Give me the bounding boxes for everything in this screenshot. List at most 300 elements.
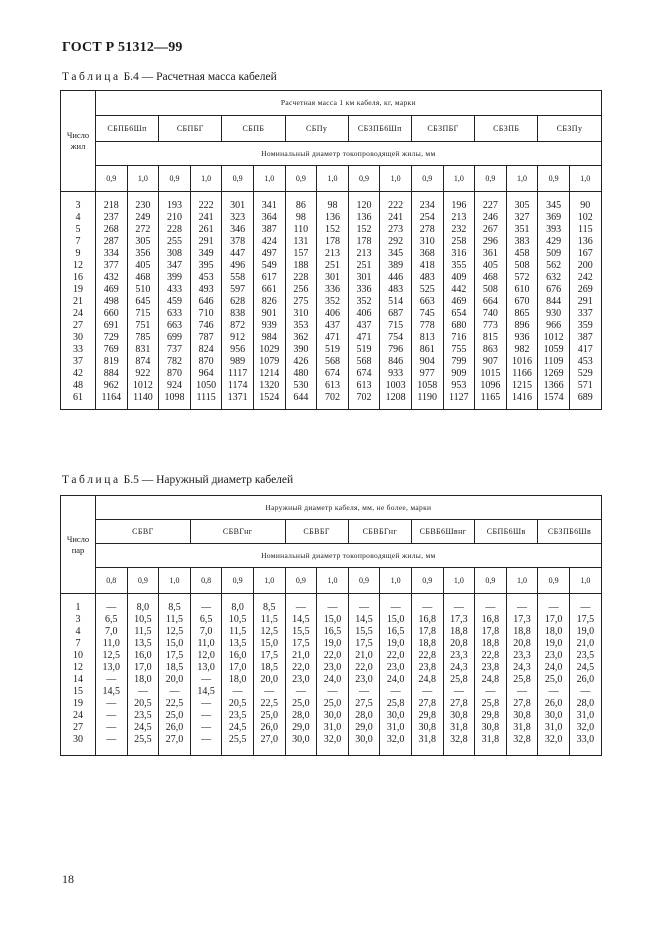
table5-value-cell: 17,5 [165, 650, 184, 661]
table5-value-cell: — [517, 602, 528, 613]
table5-value-cell: — [453, 602, 464, 613]
table5-value-cell: 18,5 [260, 662, 279, 673]
table4-value-cell: 496 [230, 260, 246, 271]
table4-value-cell: 870 [166, 368, 182, 379]
table4-value-cell: 356 [135, 248, 151, 259]
table4-value-cell: 1098 [164, 392, 185, 403]
table4-value-cell: 255 [166, 236, 182, 247]
table4-value-cell: 368 [419, 248, 435, 259]
table4-value-cell: 272 [135, 224, 151, 235]
table5-value-cell: — [485, 686, 496, 697]
table5-value-cell: 17,0 [134, 662, 152, 673]
table5-value-cell: 28,0 [355, 710, 373, 721]
table5-value-cell: — [232, 686, 243, 697]
table4-diameter-5: 0,9 [222, 166, 254, 192]
table4-value-cell: 1574 [543, 392, 564, 403]
table5-value-cell: 18,8 [481, 638, 500, 649]
table4-value-column-11 [411, 195, 443, 409]
table4-value-cell: 687 [388, 308, 404, 319]
table5-value-cell: 17,3 [513, 614, 531, 625]
table4-value-cell: 110 [293, 224, 309, 235]
table5-value-cell: 20,5 [134, 698, 152, 709]
table4-value-cell: 405 [482, 260, 498, 271]
table5-value-cell: 17,5 [260, 650, 279, 661]
table4-value-cell: 1524 [259, 392, 280, 403]
table4-value-cell: 471 [324, 332, 340, 343]
table4-value-cell: 1166 [512, 368, 532, 379]
table4-value-cell: 729 [103, 332, 119, 343]
table4-value-cell: 514 [388, 296, 404, 307]
table4-value-cell: 773 [482, 320, 498, 331]
table4-value-cell: 377 [103, 260, 119, 271]
table5-value-cell: 11,0 [197, 638, 215, 649]
table4-value-cell: 1140 [133, 392, 153, 403]
table5-value-column-10 [380, 597, 412, 755]
table5-value-cell: 22,5 [165, 698, 184, 709]
table5-value-cell: 14,5 [197, 686, 215, 697]
table4-value-cell: 613 [356, 380, 372, 391]
table5-value-cell: — [517, 686, 528, 697]
table4-value-cell: 966 [546, 320, 562, 331]
table5-value-column-12 [443, 597, 475, 755]
table4-value-cell: 228 [166, 224, 182, 235]
table5-diameter-3: 1,0 [159, 568, 191, 594]
table5-value-cell: — [580, 602, 591, 613]
table5-value-cell: 23,5 [228, 710, 247, 721]
table5-count-cell: 24 [73, 710, 83, 721]
table4-value-cell: 865 [514, 308, 530, 319]
table4-count-cell: 9 [75, 248, 81, 259]
table5-value-cell: 28,0 [576, 698, 595, 709]
table4-value-cell: 1164 [101, 392, 122, 403]
table4-value-cell: 242 [577, 272, 593, 283]
table4-value-cell: 912 [230, 332, 246, 343]
table5-value-cell: — [264, 686, 275, 697]
table4-value-cell: 471 [356, 332, 372, 343]
table4-count-cell: 33 [73, 344, 83, 355]
table5-value-cell: 25,5 [228, 734, 247, 745]
table5-brand-4: СБВБГнг [348, 520, 411, 544]
table4-value-cell: 529 [577, 368, 593, 379]
table5-value-cell: 6,5 [105, 614, 118, 625]
table4-brand-1: СБПБ6Шп [96, 116, 159, 142]
table4-value-cell: 193 [166, 200, 182, 211]
table5-value-cell: 25,0 [323, 698, 342, 709]
table5-value-cell: 7,0 [105, 626, 118, 637]
table4-value-cell: 924 [166, 380, 182, 391]
table4-value-cell: 200 [577, 260, 593, 271]
table5-value-cell: — [485, 602, 496, 613]
table5-value-cell: — [453, 686, 464, 697]
table5-value-cell: 23,5 [576, 650, 595, 661]
table5-count-cell: 27 [73, 722, 83, 733]
table5-value-cell: 17,5 [292, 638, 310, 649]
table4-value-cell: 922 [135, 368, 151, 379]
table4-value-cell: 152 [324, 224, 340, 235]
table5-count-cell: 7 [75, 638, 81, 649]
table5-count-column [61, 597, 96, 755]
table4-value-cell: 646 [198, 296, 214, 307]
table5-diameter-15: 0,9 [538, 568, 570, 594]
table5-value-cell: — [106, 722, 117, 733]
table4-value-cell: 362 [293, 332, 309, 343]
table5-value-cell: 15,0 [260, 638, 279, 649]
table5-value-column-14 [506, 597, 538, 755]
table5-value-cell: 14,5 [355, 614, 373, 625]
table4-value-cell: 480 [293, 368, 309, 379]
table5-value-cell: 11,5 [229, 626, 247, 637]
table5-value-cell: — [422, 686, 433, 697]
table5-value-cell: — [327, 602, 338, 613]
table4-value-cell: 1109 [543, 356, 564, 367]
table4-count-cell: 61 [73, 392, 83, 403]
table5-value-cell: 11,5 [260, 614, 278, 625]
table5-value-cell: — [106, 674, 117, 685]
table5-value-cell: — [359, 686, 370, 697]
table4-value-cell: 355 [451, 260, 467, 271]
table5-value-cell: 21,0 [292, 650, 310, 661]
table5-value-cell: 31,0 [576, 710, 595, 721]
table4-value-column-13 [475, 195, 507, 409]
table4-value-cell: 509 [546, 248, 562, 259]
table4-value-cell: 904 [419, 356, 435, 367]
table4-value-cell: 930 [546, 308, 562, 319]
table4-count-cell: 24 [73, 308, 83, 319]
table4-value-cell: 447 [230, 248, 246, 259]
table5-value-cell: 26,0 [260, 722, 279, 733]
table4-value-cell: 896 [514, 320, 530, 331]
table5-value-cell: — [295, 602, 306, 613]
table4-value-cell: 301 [324, 272, 340, 283]
table4-value-cell: 745 [419, 308, 435, 319]
table5-value-cell: — [106, 710, 117, 721]
table4-value-cell: 267 [482, 224, 498, 235]
table4-count-cell: 37 [73, 356, 83, 367]
table5-value-cell: — [422, 602, 433, 613]
table5-value-cell: 18,0 [544, 626, 563, 637]
table5-count-cell: 4 [75, 626, 81, 637]
table5-value-cell: 22,5 [260, 698, 279, 709]
table5-diameter-16: 1,0 [569, 568, 601, 594]
table5-diameter-6: 1,0 [253, 568, 285, 594]
table5-value-cell: 31,0 [386, 722, 405, 733]
table4-count-cell: 27 [73, 320, 83, 331]
table4-value-cell: 292 [388, 236, 404, 247]
table4-value-cell: 327 [514, 212, 530, 223]
table4-count-cell: 19 [73, 284, 83, 295]
table4-value-cell: 645 [135, 296, 151, 307]
table5-value-cell: 16,5 [323, 626, 342, 637]
table4-value-cell: 232 [451, 224, 467, 235]
table5-value-cell: 24,5 [576, 662, 595, 673]
table4-value-cell: 347 [166, 260, 182, 271]
table5-value-cell: 20,5 [228, 698, 247, 709]
table4-value-cell: 483 [388, 284, 404, 295]
table4-value-cell: 188 [293, 260, 309, 271]
table5-value-cell: 11,5 [134, 626, 152, 637]
table4-value-cell: 751 [135, 320, 151, 331]
table5-value-cell: 20,0 [260, 674, 279, 685]
table5-value-cell: 15,0 [386, 614, 405, 625]
table4-value-cell: 346 [230, 224, 246, 235]
table4-value-cell: 654 [451, 308, 467, 319]
table5-value-cell: 19,0 [576, 626, 595, 637]
table5-value-cell: 13,5 [134, 638, 152, 649]
table4-value-cell: 628 [230, 296, 246, 307]
table4-value-cell: 984 [261, 332, 277, 343]
table5-value-cell: 30,0 [355, 734, 373, 745]
table4-value-cell: 308 [166, 248, 182, 259]
table4-value-cell: 395 [198, 260, 214, 271]
table4-value-cell: 1015 [480, 368, 501, 379]
table5-value-cell: 21,0 [576, 638, 595, 649]
table4-value-cell: 336 [356, 284, 372, 295]
table5-value-cell: 13,5 [228, 638, 247, 649]
table4-value-column-7 [285, 195, 317, 409]
table4-value-cell: 1269 [543, 368, 564, 379]
table5-value-cell: 30,0 [544, 710, 563, 721]
table4-value-cell: 1214 [259, 368, 280, 379]
table4-value-cell: 305 [135, 236, 151, 247]
table5-value-cell: 29,0 [355, 722, 373, 733]
table4-value-cell: 1208 [385, 392, 406, 403]
table4-diameter-2: 1,0 [127, 166, 159, 192]
table5-value-cell: 15,0 [323, 614, 342, 625]
table4-value-cell: 251 [356, 260, 372, 271]
table4-value-cell: 519 [356, 344, 372, 355]
table4-value-cell: 353 [293, 320, 309, 331]
table4-value-cell: 884 [103, 368, 119, 379]
table4-value-cell: 549 [261, 260, 277, 271]
table5-value-cell: 18,8 [513, 626, 531, 637]
table5-value-cell: 11,0 [102, 638, 120, 649]
table5-value-cell: 21,0 [355, 650, 373, 661]
table5-value-cell: 18,0 [228, 674, 247, 685]
table4-value-cell: 498 [103, 296, 119, 307]
table4-value-cell: 755 [451, 344, 467, 355]
table5-value-cell: 25,8 [386, 698, 405, 709]
table5-value-cell: 32,0 [386, 734, 405, 745]
table4-value-cell: 196 [451, 200, 467, 211]
table4-value-cell: 497 [261, 248, 277, 259]
table4-value-cell: 361 [482, 248, 498, 259]
table4-value-cell: 824 [198, 344, 214, 355]
table5-value-cell: — [295, 686, 306, 697]
table4-value-cell: 874 [135, 356, 151, 367]
table4-value-cell: 510 [135, 284, 151, 295]
table5-value-cell: 24,8 [418, 674, 436, 685]
table4-value-cell: 956 [230, 344, 246, 355]
table5-value-cell: 24,8 [481, 674, 500, 685]
table4-diameter-16: 1,0 [569, 166, 601, 192]
table5-value-cell: 16,8 [481, 614, 500, 625]
table5-value-cell: — [169, 686, 180, 697]
table4-value-cell: 1215 [512, 380, 533, 391]
table4-value-cell: 268 [103, 224, 119, 235]
table4-value-cell: 437 [324, 320, 340, 331]
table4-value-cell: 234 [419, 200, 435, 211]
table4-brand-6: СБЗПБГ [411, 116, 474, 142]
table5-value-cell: — [359, 602, 370, 613]
table5-value-cell: 26,0 [576, 674, 595, 685]
table5-value-cell: 23,0 [386, 662, 405, 673]
table4-value-cell: 316 [451, 248, 467, 259]
table4-value-cell: 136 [577, 236, 593, 247]
table5-value-cell: 18,8 [418, 638, 436, 649]
table4-value-cell: 613 [324, 380, 340, 391]
table4-value-cell: 863 [482, 344, 498, 355]
table5-value-cell: 19,0 [323, 638, 342, 649]
table4-value-cell: 702 [324, 392, 340, 403]
table4-value-cell: 429 [546, 236, 562, 247]
table4-value-cell: 469 [451, 296, 467, 307]
table5-value-cell: 15,0 [165, 638, 184, 649]
table5-brand-1: СБВГ [96, 520, 191, 544]
table5-value-column-9 [348, 597, 380, 755]
table4-value-cell: 674 [356, 368, 372, 379]
table5-data-row [61, 597, 602, 755]
table5-value-cell: 24,0 [323, 674, 342, 685]
table5-value-cell: 22,0 [386, 650, 405, 661]
table4-value-cell: 815 [482, 332, 498, 343]
table4-value-cell: 417 [577, 344, 593, 355]
table4-value-cell: 222 [198, 200, 214, 211]
table5-value-cell: 24,5 [228, 722, 247, 733]
table5-value-cell: 23,0 [292, 674, 310, 685]
table4-value-cell: 458 [514, 248, 530, 259]
table5-value-cell: 25,0 [544, 674, 563, 685]
table4-value-cell: 352 [324, 296, 340, 307]
table4-value-cell: 241 [388, 212, 404, 223]
table-calculated-mass [60, 90, 602, 410]
table4-value-cell: 418 [419, 260, 435, 271]
table5-value-cell: 27,8 [418, 698, 436, 709]
table4-caption [62, 71, 277, 83]
table4-value-cell: 939 [261, 320, 277, 331]
table5-count-cell: 14 [73, 674, 83, 685]
table4-value-cell: 1050 [196, 380, 217, 391]
table4-value-cell: 597 [230, 284, 246, 295]
table5-value-cell: 32,8 [513, 734, 531, 745]
table4-value-cell: 493 [198, 284, 214, 295]
table5-count-cell: 19 [73, 698, 83, 709]
table4-value-cell: 483 [419, 272, 435, 283]
table5-title: Наружный диаметр кабеля, мм, не более, марки [96, 496, 602, 520]
table4-value-cell: 237 [103, 212, 119, 223]
table4-value-cell: 813 [419, 332, 435, 343]
table5-value-cell: 23,8 [418, 662, 436, 673]
table4-value-cell: 254 [419, 212, 435, 223]
table4-value-cell: 525 [419, 284, 435, 295]
table5-value-cell: 22,8 [481, 650, 500, 661]
table4-value-cell: 558 [230, 272, 246, 283]
table5-diameter-2: 0,9 [127, 568, 159, 594]
table4-value-cell: 964 [198, 368, 214, 379]
table5-value-cell: 15,5 [292, 626, 310, 637]
table4-value-cell: 664 [482, 296, 498, 307]
table4-value-cell: 291 [198, 236, 214, 247]
table4-value-cell: 136 [356, 212, 372, 223]
table4-brand-4: СБПу [285, 116, 348, 142]
table5-value-cell: — [201, 674, 212, 685]
table4-value-cell: 241 [198, 212, 214, 223]
table4-value-cell: 519 [324, 344, 340, 355]
table5-value-cell: 24,3 [450, 662, 468, 673]
table4-value-cell: 387 [261, 224, 277, 235]
table5-value-cell: — [106, 734, 117, 745]
table4-value-cell: 861 [419, 344, 435, 355]
table4-diameter-11: 0,9 [411, 166, 443, 192]
table4-value-cell: 352 [356, 296, 372, 307]
table5-value-cell: 27,0 [260, 734, 279, 745]
table4-value-cell: 1174 [227, 380, 248, 391]
table5-value-cell: 17,8 [418, 626, 436, 637]
table4-value-cell: 369 [546, 212, 562, 223]
table5-diameter-13: 0,9 [475, 568, 507, 594]
table5-value-cell: — [106, 698, 117, 709]
table5-value-cell: — [548, 602, 559, 613]
table5-value-cell: 26,0 [165, 722, 184, 733]
table4-value-cell: 715 [135, 308, 151, 319]
table5-value-cell: 24,3 [513, 662, 531, 673]
table4-value-cell: 1012 [543, 332, 564, 343]
table5-value-cell: 27,5 [355, 698, 373, 709]
table5-value-cell: 8,0 [231, 602, 244, 613]
table4-value-cell: 1059 [543, 344, 564, 355]
table4-value-cell: 426 [293, 356, 309, 367]
table5-value-cell: 30,8 [418, 722, 436, 733]
table4-value-cell: 310 [419, 236, 435, 247]
table4-value-cell: 433 [166, 284, 182, 295]
table5-value-cell: 30,8 [513, 710, 531, 721]
table5-value-cell: 31,0 [544, 722, 563, 733]
table4-value-cell: 406 [356, 308, 372, 319]
table4-value-cell: 1003 [385, 380, 406, 391]
table4-value-cell: 1127 [449, 392, 469, 403]
table4-value-cell: 796 [388, 344, 404, 355]
table4-value-cell: 269 [577, 284, 593, 295]
table5-caption [62, 474, 293, 486]
table5-diameter-14: 1,0 [506, 568, 538, 594]
table4-value-cell: 1320 [259, 380, 280, 391]
table5-diameter-12: 1,0 [443, 568, 475, 594]
table4-value-cell: 275 [293, 296, 309, 307]
table4-value-cell: 1058 [417, 380, 438, 391]
table4-diameter-1: 0,9 [96, 166, 128, 192]
table4-value-column-16 [569, 195, 601, 409]
table4-value-cell: 844 [546, 296, 562, 307]
table4-value-cell: 341 [261, 200, 277, 211]
table5-count-cell: 30 [73, 734, 83, 745]
table5-count-cell: 15 [73, 686, 83, 697]
table5-value-cell: 22,0 [292, 662, 310, 673]
table4-title: Расчетная масса 1 км кабеля, кг, марки [96, 91, 602, 116]
table4-value-cell: 432 [103, 272, 119, 283]
table5-value-cell: 25,0 [292, 698, 310, 709]
table4-value-cell: 1079 [259, 356, 280, 367]
table5-value-cell: 23,0 [323, 662, 342, 673]
table5-value-cell: 23,3 [450, 650, 468, 661]
table4-value-cell: 846 [388, 356, 404, 367]
table4-value-cell: 1190 [417, 392, 438, 403]
table5-diameter-1: 0,8 [96, 568, 128, 594]
table5-caption-prefix: Таблица [62, 474, 121, 486]
table4-count-cell: 42 [73, 368, 83, 379]
table4-value-cell: 782 [166, 356, 182, 367]
table5-value-cell: 19,0 [386, 638, 405, 649]
table5-value-cell: 30,0 [386, 710, 405, 721]
table5-value-column-4 [190, 597, 222, 755]
